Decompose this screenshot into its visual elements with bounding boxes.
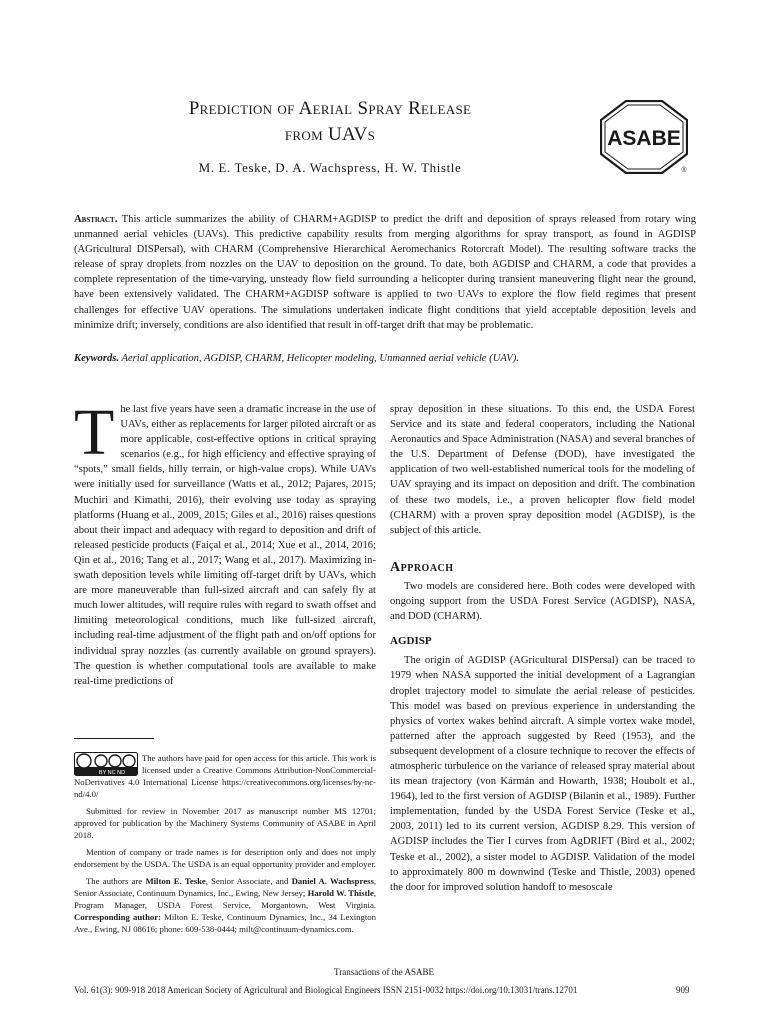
creative-commons-badge: [74, 752, 138, 776]
subsection-heading-agdisp: AGDISP: [390, 635, 432, 648]
keywords-label: Keywords.: [74, 353, 120, 364]
license-text: The authors have paid for open access for this article. This work is licensed under a Creative Commons Attribution-NonCommercial-NoDerivatives 4.0 International License https://creativecommons.org/licenses/by-nc-nd/4.0/: [74, 753, 376, 799]
approach-paragraph: Two models are considered here. Both codes were developed with ongoing support from the USDA Forest Service (AGDISP), NASA, and DOD (CHARM).: [390, 580, 695, 623]
agdisp-paragraph: The origin of AGDISP (AGricultural DISPersal) can be traced to 1979 when NASA supported the initial development of a Lagrangian droplet trajectory model to simulate the aerial release of pesticides. This model was based on previous experience in understanding the physics of vortex wakes behind aircraft. A simple vortex wake model, patterned after the approach suggested by Reed (1953), and the subsequent development of a closure technique to recover the effects of atmospheric turbulence on the variance of released spray material about its mean trajectory (von Kármán and Howarth, 1938; Houbolt et al., 1964), led to the first version of AGDISP (Bilanin et al., 1989). Further implementation, funded by the USDA Forest Service (Teske et al., 2003, 2011) led to its current version, AGDISP 8.29. This version of AGDISP includes the Tier I curves from AgDRIFT (Bird et al., 2002; Teske et al., 2002), a sister model to AGDISP. Validation of the model to approximately 800 m downwind (Teske and Thistle, 2003) opened the door for improved solution handoff to mesoscale: [390, 655, 695, 893]
keywords-text: Aerial application, AGDISP, CHARM, Helicopter modeling, Unmanned aerial vehicle (UAV).: [119, 353, 519, 364]
logo-text: ASABE: [607, 127, 681, 150]
right-column: [390, 402, 695, 895]
author-list: M. E. Teske, D. A. Wachspress, H. W. Thistle: [198, 160, 462, 175]
abstract: [74, 212, 696, 333]
disclaimer-note: Mention of company or trade names is for description only and does not imply endorsement by the USDA. The USDA is an equal opportunity provider and employer.: [74, 847, 376, 869]
intro-paragraph: [74, 396, 376, 689]
abstract-label: Abstract.: [74, 214, 118, 225]
article-title: [90, 96, 570, 148]
registered-mark: ®: [681, 167, 687, 174]
cc-badge-text: BY NC ND: [98, 770, 126, 776]
page-number: 909: [676, 985, 690, 995]
intro-continuation: spray deposition in these situations. To this end, the USDA Forest Service and its state and federal cooperators, including the National Aeronautics and Space Administration (NASA) and several branches of the U.S. Department of Defense (DOD), have investigated the application of two well-established numerical tools for the modeling of UAV spraying and its impact on deposition and drift. The combination of these two models, i.e., a proven helicopter flow field model (CHARM) with a proven spray deposition model (AGDISP), is the subject of this article.: [390, 404, 695, 536]
intro-text: he last five years have seen a dramatic increase in the use of UAVs, either as replacements for larger piloted aircraft or as more applicable, cost-effective options in critical spraying scenarios (e.g., for high efficiency and effective spraying of “spots,” small fields, hilly terrain, or high-value crops). While UAVs were initially used for surveillance (Watts et al., 2012; Pajares, 2015; Muchiri and Kimathi, 2016), their evolving use today as spraying platforms (Huang et al., 2009, 2015; Giles et al., 2016) raises questions about their impact and adequacy with regard to deposition and drift of released pesticide products (Faiçal et al., 2014; Xue et al., 2014, 2016; Qin et al., 2016; Tang et al., 2017; Wang et al., 2017). Maximizing in-swath deposition levels while limiting off-target drift by UAVs, which are more maneuverable than full-sized aircraft and can safely fly at much lower altitudes, will require rules with regard to swath offset and limiting meteorological conditions, much like full-sized aircraft, including real-time adjustment of the flight path and on/off options for individual spray nozzles (as currently available on ground sprayers). The question is whether computational tools are available to make real-time predictions of: [74, 404, 376, 687]
affiliation-note: The authors are Milton E. Teske, Senior Associate, and Daniel A. Wachspress, Senior Associate, Continuum Dynamics, Inc., Ewing, New Jersey; Harold W. Thistle, Program Manager, USDA Forest Service, Morgantown, West Virginia. Corresponding author: Milton E. Teske, Continuum Dynamics, Inc., 34 Lexington Ave., Ewing, NJ 08616; phone: 609-538-0444; milt@continuum-dynamics.com.: [74, 876, 376, 934]
journal-name: Transactions of the ASABE: [334, 967, 434, 977]
keywords: [74, 351, 696, 366]
drop-cap: T: [74, 396, 115, 469]
citation-line: Vol. 61(3): 909-918 2018 American Society of Agricultural and Biological Engineers ISSN 2151-0032 https://doi.org/10.13031/trans.12701: [74, 985, 578, 995]
title-line-2: from UAVs: [284, 124, 376, 145]
footnotes: [74, 752, 376, 940]
submission-note: Submitted for review in November 2017 as manuscript number MS 12701; approved for publication by the Machinery Systems Community of ASABE in April 2018.: [74, 806, 376, 840]
footnote-divider: [74, 738, 154, 739]
asabe-logo: [600, 100, 688, 174]
left-column: [74, 396, 376, 689]
section-heading-approach: Approach: [390, 559, 454, 575]
license-note: [74, 752, 376, 800]
abstract-text: This article summarizes the ability of CHARM+AGDISP to predict the drift and deposition of sprays released from rotary wing unmanned aerial vehicles (UAVs). This predictive capability results from merging algorithms for spray transport, as found in AGDISP (AGricultural DISPersal), with CHARM (Comprehensive Hierarchical Aeromechanics Rotorcraft Model). The resulting software tracks the release of spray droplets from nozzles on the UAV to deposition on the ground. To date, both AGDISP and CHARM, a code that provides a complete representation of the time-varying, unsteady flow field surrounding a helicopter during transient maneuvering flight near the ground, have been extensively validated. The CHARM+AGDISP software is applied to two UAVs to explore the flow field regimes that present challenges for effective UAV operations. The simulations undertaken indicate flight conditions that yield acceptable deposition levels and minimize drift; inversely, conditions are also identified that result in off-target drift that may be problematic.: [74, 214, 696, 331]
title-line-1: Prediction of Aerial Spray Release: [188, 98, 472, 119]
